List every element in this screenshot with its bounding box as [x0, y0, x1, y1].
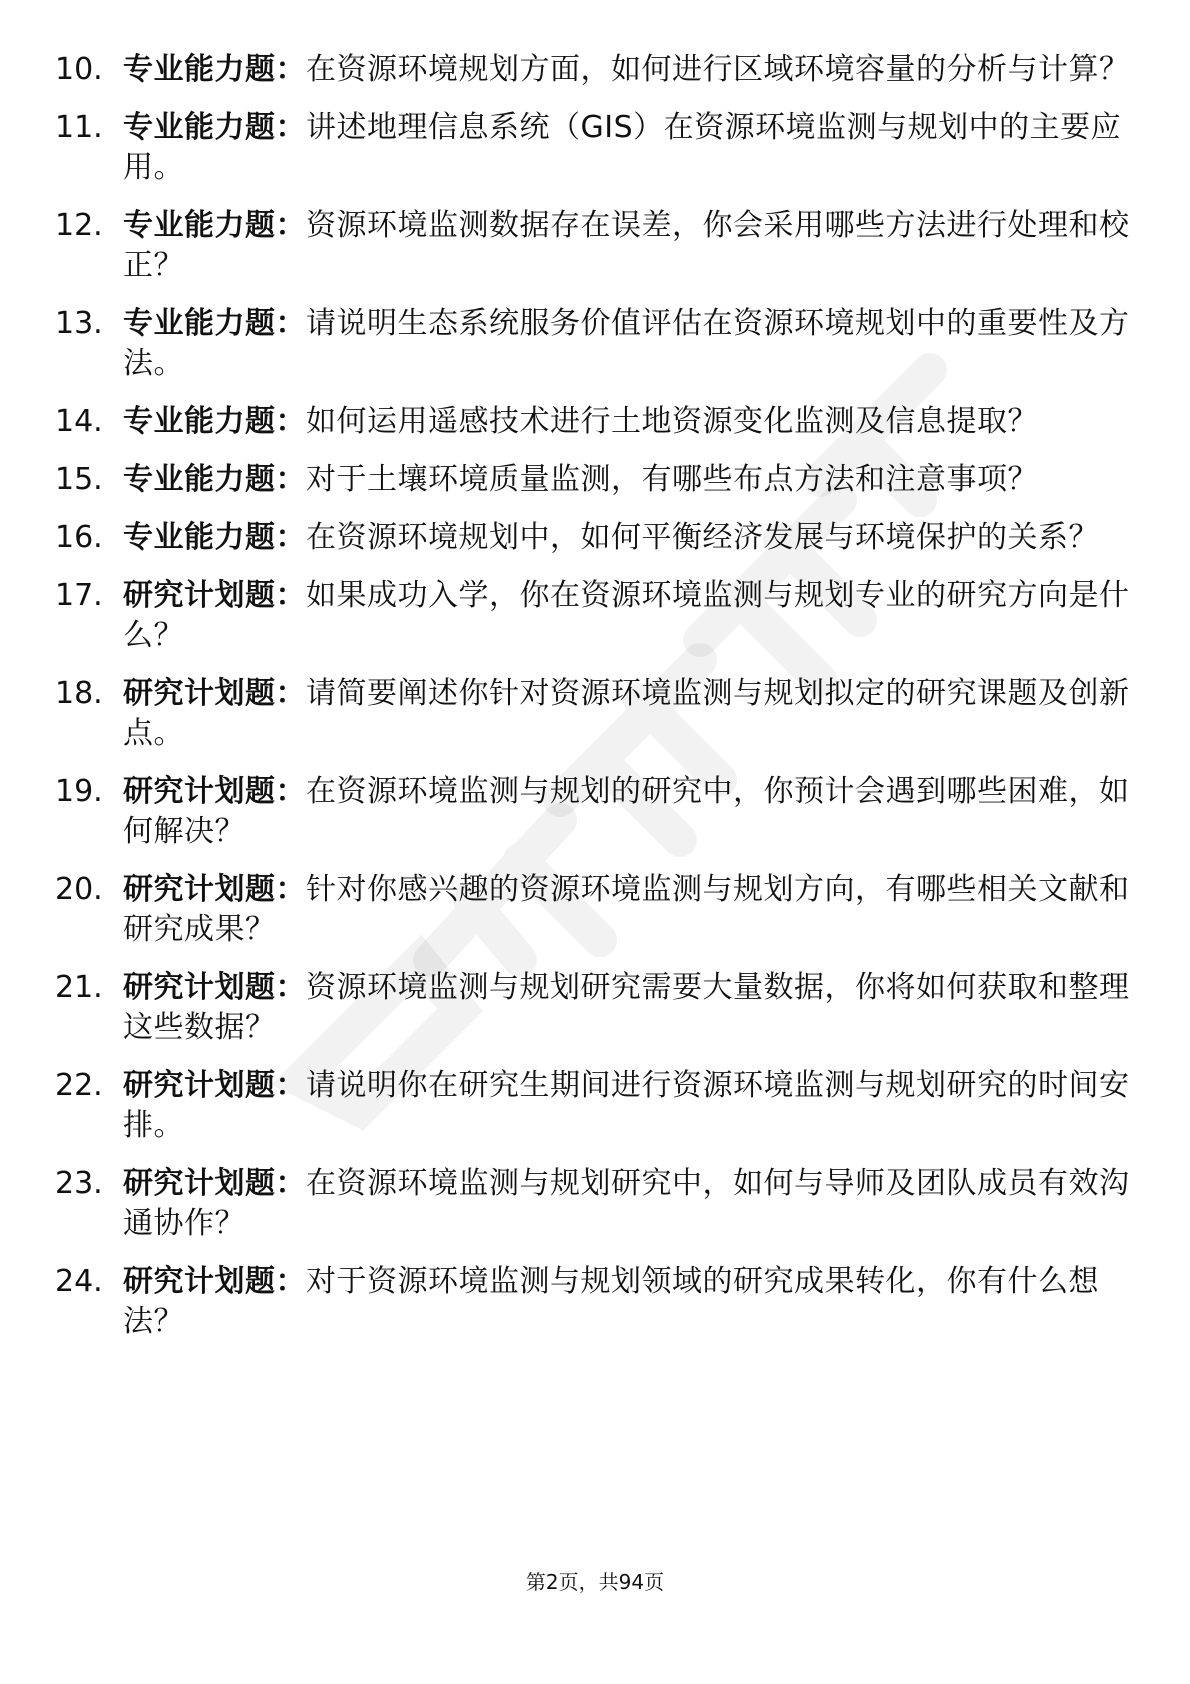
- question-item: [55, 576, 1130, 656]
- question-body: [123, 108, 1130, 188]
- question-body: [123, 1262, 1130, 1342]
- question-body: [123, 576, 1130, 656]
- question-number: 14.: [55, 404, 103, 439]
- question-text: 如何运用遥感技术进行土地资源变化监测及信息提取？: [306, 404, 1038, 439]
- question-text: 请简要阐述你针对资源环境监测与规划拟定的研究课题及创新点。: [123, 676, 1130, 751]
- question-number: 23.: [55, 1166, 103, 1201]
- question-category: 研究计划题：: [123, 578, 306, 613]
- question-body: [123, 206, 1130, 286]
- question-number: 21.: [55, 970, 103, 1005]
- question-category: 研究计划题：: [123, 1166, 306, 1201]
- question-body: [123, 518, 1130, 558]
- question-category: 研究计划题：: [123, 1264, 306, 1299]
- question-category: 研究计划题：: [123, 970, 306, 1005]
- question-number: 12.: [55, 208, 103, 243]
- question-category: 专业能力题：: [123, 404, 306, 439]
- question-item: [55, 206, 1130, 286]
- question-body: [123, 1066, 1130, 1146]
- question-number: 20.: [55, 872, 103, 907]
- question-text: 如果成功入学，你在资源环境监测与规划专业的研究方向是什么？: [123, 578, 1130, 653]
- question-category: 专业能力题：: [123, 520, 306, 555]
- question-number: 10.: [55, 52, 103, 87]
- question-list: [55, 50, 1130, 1360]
- question-item: [55, 460, 1130, 500]
- question-item: [55, 50, 1130, 90]
- question-text: 请说明你在研究生期间进行资源环境监测与规划研究的时间安排。: [123, 1068, 1130, 1143]
- question-category: 专业能力题：: [123, 306, 306, 341]
- question-item: [55, 1262, 1130, 1342]
- question-number: 24.: [55, 1264, 103, 1299]
- question-number: 19.: [55, 774, 103, 809]
- question-text: 在资源环境规划方面，如何进行区域环境容量的分析与计算？: [306, 52, 1130, 87]
- question-text: 资源环境监测数据存在误差，你会采用哪些方法进行处理和校正？: [123, 208, 1130, 283]
- question-category: 专业能力题：: [123, 110, 306, 145]
- question-category: 研究计划题：: [123, 676, 306, 711]
- question-text: 对于资源环境监测与规划领域的研究成果转化，你有什么想法？: [123, 1264, 1099, 1339]
- question-body: [123, 674, 1130, 754]
- question-category: 研究计划题：: [123, 1068, 306, 1103]
- question-text: 讲述地理信息系统（GIS）在资源环境监测与规划中的主要应用。: [123, 110, 1122, 185]
- question-item: [55, 674, 1130, 754]
- question-text: 对于土壤环境质量监测，有哪些布点方法和注意事项？: [306, 462, 1038, 497]
- question-category: 研究计划题：: [123, 774, 306, 809]
- question-item: [55, 772, 1130, 852]
- question-item: [55, 518, 1130, 558]
- question-item: [55, 304, 1130, 384]
- question-text: 资源环境监测与规划研究需要大量数据，你将如何获取和整理这些数据？: [123, 970, 1130, 1045]
- question-body: [123, 1164, 1130, 1244]
- question-item: [55, 108, 1130, 188]
- question-text: 在资源环境监测与规划的研究中，你预计会遇到哪些困难，如何解决？: [123, 774, 1130, 849]
- question-category: 专业能力题：: [123, 52, 306, 87]
- page-number-footer: 第2页，共94页: [525, 1570, 665, 1594]
- question-number: 18.: [55, 676, 103, 711]
- question-text: 针对你感兴趣的资源环境监测与规划方向，有哪些相关文献和研究成果？: [123, 872, 1130, 947]
- question-category: 专业能力题：: [123, 462, 306, 497]
- question-text: 在资源环境监测与规划研究中，如何与导师及团队成员有效沟通协作？: [123, 1166, 1130, 1241]
- question-item: [55, 1066, 1130, 1146]
- question-item: [55, 870, 1130, 950]
- question-category: 研究计划题：: [123, 872, 306, 907]
- question-number: 15.: [55, 462, 103, 497]
- question-body: [123, 402, 1130, 442]
- question-body: [123, 304, 1130, 384]
- question-number: 16.: [55, 520, 103, 555]
- question-body: [123, 968, 1130, 1048]
- question-number: 17.: [55, 578, 103, 613]
- question-body: [123, 50, 1130, 90]
- question-number: 11.: [55, 110, 103, 145]
- question-item: [55, 968, 1130, 1048]
- question-body: [123, 772, 1130, 852]
- question-number: 22.: [55, 1068, 103, 1103]
- question-category: 专业能力题：: [123, 208, 306, 243]
- question-item: [55, 1164, 1130, 1244]
- question-text: 在资源环境规划中，如何平衡经济发展与环境保护的关系？: [306, 520, 1099, 555]
- question-body: [123, 870, 1130, 950]
- question-body: [123, 460, 1130, 500]
- question-number: 13.: [55, 306, 103, 341]
- question-item: [55, 402, 1130, 442]
- question-text: 请说明生态系统服务价值评估在资源环境规划中的重要性及方法。: [123, 306, 1130, 381]
